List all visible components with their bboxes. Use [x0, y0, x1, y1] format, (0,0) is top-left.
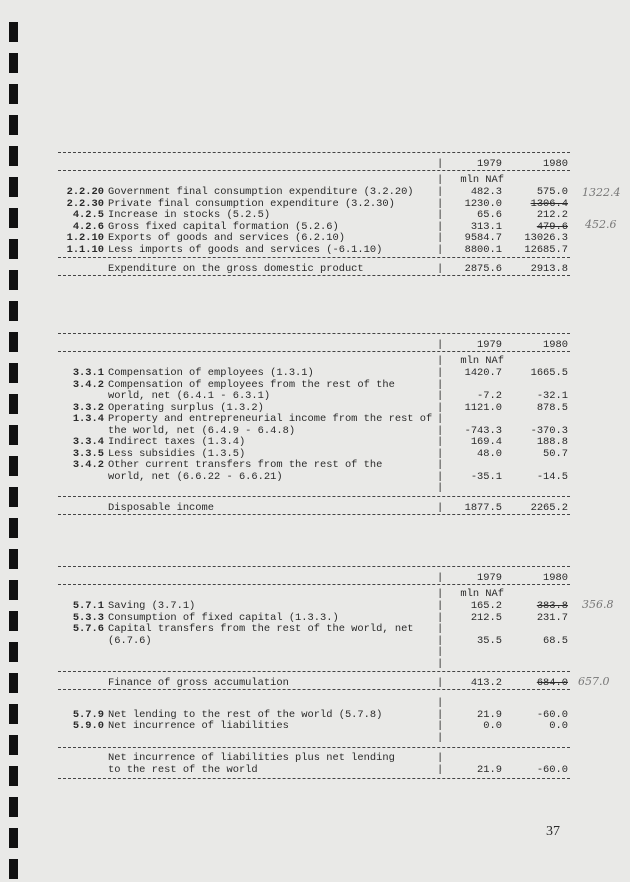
column-separator: |: [437, 731, 444, 744]
binding-hole: [9, 115, 18, 135]
column-separator: |: [437, 232, 444, 244]
table-row-label: Increase in stocks (5.2.5): [108, 209, 271, 221]
dashed-rule: [58, 671, 570, 672]
dashed-rule: [58, 170, 570, 171]
column-separator: |: [437, 158, 444, 170]
table-row-code: 3.3.5: [72, 447, 104, 460]
table-row-value-1979: 21.9: [477, 708, 502, 721]
table-row-value-1979: 65.6: [477, 209, 502, 221]
table-row-value-1980: 68.5: [543, 634, 568, 647]
column-separator: |: [437, 209, 444, 221]
table-row-value-1980: 878.5: [536, 401, 568, 414]
column-separator: |: [437, 720, 444, 732]
column-separator: |: [437, 436, 444, 448]
total-value-1979: 21.9: [477, 764, 502, 776]
header-year-1979: 1979: [477, 339, 502, 351]
table-row-value-1979: 35.5: [477, 634, 502, 647]
table-row-label: the world, net (6.4.9 - 6.4.8): [108, 424, 296, 437]
header-year-1980: 1980: [543, 339, 568, 351]
table-row-value-1980: 50.7: [543, 447, 568, 460]
total-value-1979: 413.2: [470, 677, 502, 689]
table-row-label: Gross fixed capital formation (5.2.6): [108, 220, 339, 233]
table-row-code: 5.3.3: [72, 611, 104, 624]
handwritten-note: 356.8: [582, 598, 614, 611]
dashed-rule: [58, 333, 570, 334]
column-separator: |: [437, 459, 444, 471]
binding-hole: [9, 239, 18, 259]
binding-hole: [9, 518, 18, 538]
total-value-1980: 2265.2: [530, 501, 568, 514]
column-separator: |: [437, 470, 444, 483]
column-separator: |: [437, 186, 444, 198]
column-separator: |: [437, 588, 444, 600]
table-row-value-1979: 1121.0: [464, 401, 502, 414]
column-separator: |: [437, 764, 444, 776]
table-row-label: Less imports of goods and services (-6.1.10): [108, 243, 383, 256]
table-row-value-1980: 188.8: [536, 436, 568, 448]
handwritten-note: 657.0: [578, 675, 610, 688]
column-separator: |: [437, 263, 444, 275]
header-year-1980: 1980: [543, 158, 568, 170]
table-row-code: 5.7.1: [72, 600, 104, 612]
table-row-code: 5.9.0: [72, 720, 104, 732]
binding-hole: [9, 766, 18, 786]
column-separator: |: [437, 424, 444, 437]
handwritten-note: 452.6: [585, 218, 617, 231]
column-separator: |: [437, 220, 444, 233]
binding-hole: [9, 53, 18, 73]
table-row-label: Consumption of fixed capital (1.3.3.): [108, 611, 339, 624]
dashed-rule: [58, 689, 570, 690]
table-row-label: world, net (6.4.1 - 6.3.1): [108, 390, 271, 402]
column-separator: |: [437, 378, 444, 391]
binding-hole: [9, 859, 18, 879]
column-separator: |: [437, 367, 444, 379]
table-row-code: 1.1.10: [66, 243, 104, 256]
column-separator: |: [437, 657, 444, 670]
table-row-value-1980: -60.0: [536, 708, 568, 721]
binding-hole: [9, 735, 18, 755]
table-row-value-1979: 212.5: [470, 611, 502, 624]
table-row-value-1979: 0.0: [483, 720, 502, 732]
column-separator: |: [437, 697, 444, 709]
column-separator: |: [437, 355, 444, 367]
table-row-value-1980: 1665.5: [530, 367, 568, 379]
column-separator: |: [437, 677, 444, 689]
table-row-code: 3.3.1: [72, 367, 104, 379]
binding-hole: [9, 270, 18, 290]
table-row-label: Net lending to the rest of the world (5.7.8): [108, 708, 383, 721]
dashed-rule: [58, 778, 570, 779]
binding-hole: [9, 177, 18, 197]
table-row-value-1979: 165.2: [470, 600, 502, 612]
table-row-value-1980: 13026.3: [524, 232, 568, 244]
column-separator: |: [437, 482, 444, 494]
page-number: 37: [546, 824, 560, 839]
table-row-label: Capital transfers from the rest of the world, net: [108, 623, 414, 635]
column-separator: |: [437, 623, 444, 635]
dashed-rule: [58, 584, 570, 585]
binding-hole: [9, 22, 18, 42]
column-separator: |: [437, 708, 444, 721]
table-row-value-1979: 1230.0: [464, 197, 502, 210]
table-row-value-1980: 575.0: [536, 186, 568, 198]
column-separator: |: [437, 501, 444, 514]
binding-hole: [9, 828, 18, 848]
table-row-value-1979: 482.3: [470, 186, 502, 198]
table-row-code: 4.2.5: [72, 209, 104, 221]
table-row-value-1980: 12685.7: [524, 243, 568, 256]
table-row-code: 2.2.30: [66, 197, 104, 210]
column-separator: |: [437, 600, 444, 612]
table-row-value-1979: 313.1: [470, 220, 502, 233]
binding-hole: [9, 84, 18, 104]
dashed-rule: [58, 496, 570, 497]
table-row-label: Other current transfers from the rest of the: [108, 459, 383, 471]
total-label: to the rest of the world: [108, 764, 258, 776]
binding-hole: [9, 208, 18, 228]
table-row-label: Less subsidies (1.3.5): [108, 447, 246, 460]
table-row-value-1979: 9584.7: [464, 232, 502, 244]
column-separator: |: [437, 243, 444, 256]
unit-label: mln NAf: [460, 588, 504, 600]
binding-hole: [9, 301, 18, 321]
table-row-label: Net incurrence of liabilities: [108, 720, 289, 732]
binding-hole: [9, 642, 18, 662]
column-separator: |: [437, 174, 444, 186]
table-row-code: 5.7.9: [72, 708, 104, 721]
table-row-code: 1.3.4: [72, 413, 104, 425]
column-separator: |: [437, 197, 444, 210]
table-row-label: Indirect taxes (1.3.4): [108, 436, 246, 448]
binding-hole: [9, 425, 18, 445]
binding-hole: [9, 363, 18, 383]
binding-hole: [9, 704, 18, 724]
table-row-label: Exports of goods and services (6.2.10): [108, 232, 345, 244]
column-separator: |: [437, 447, 444, 460]
binding-hole: [9, 580, 18, 600]
binding-hole: [9, 332, 18, 352]
table-row-code: 3.3.2: [72, 401, 104, 414]
table-row-label: Government final consumption expenditure (3.2.20): [108, 186, 414, 198]
table-row-value-1979: -7.2: [477, 390, 502, 402]
table-row-label: Saving (3.7.1): [108, 600, 196, 612]
column-separator: |: [437, 646, 444, 658]
dashed-rule: [58, 257, 570, 258]
table-row-value-1980: 212.2: [536, 209, 568, 221]
binding-hole: [9, 549, 18, 569]
table-row-value-1979: -743.3: [464, 424, 502, 437]
column-separator: |: [437, 634, 444, 647]
column-separator: |: [437, 401, 444, 414]
table-row-label: Operating surplus (1.3.2): [108, 401, 264, 414]
table-row-label: (6.7.6): [108, 634, 152, 647]
handwritten-note: 1322.4: [582, 186, 621, 199]
table-row-label: Compensation of employees (1.3.1): [108, 367, 314, 379]
table-row-value-1980: 383.8: [536, 600, 568, 612]
column-separator: |: [437, 611, 444, 624]
dashed-rule: [58, 747, 570, 748]
table-row-value-1980: 479.6: [536, 220, 568, 233]
header-year-1979: 1979: [477, 158, 502, 170]
table-row-value-1979: 48.0: [477, 447, 502, 460]
header-year-1979: 1979: [477, 572, 502, 584]
table-row-value-1979: 8800.1: [464, 243, 502, 256]
table-row-label: Property and entrepreneurial income from the rest of: [108, 413, 433, 425]
dashed-rule: [58, 275, 570, 276]
table-row-label: Private final consumption expenditure (3.2.30): [108, 197, 395, 210]
header-year-1980: 1980: [543, 572, 568, 584]
dashed-rule: [58, 514, 570, 515]
total-value-1980: 2913.8: [530, 263, 568, 275]
column-separator: |: [437, 339, 444, 351]
table-row-code: 3.3.4: [72, 436, 104, 448]
table-row-label: world, net (6.6.22 - 6.6.21): [108, 470, 283, 483]
table-row-code: 3.4.2: [72, 378, 104, 391]
table-row-code: 1.2.10: [66, 232, 104, 244]
table-row-value-1980: 1306.4: [530, 197, 568, 210]
table-row-value-1979: -35.1: [470, 470, 502, 483]
column-separator: |: [437, 572, 444, 584]
unit-label: mln NAf: [460, 355, 504, 367]
dashed-rule: [58, 351, 570, 352]
table-row-value-1980: -32.1: [536, 390, 568, 402]
table-row-value-1980: 0.0: [549, 720, 568, 732]
total-label: Expenditure on the gross domestic product: [108, 263, 364, 275]
total-label: Disposable income: [108, 501, 215, 514]
table-row-value-1980: -370.3: [530, 424, 568, 437]
binding-hole: [9, 146, 18, 166]
table-row-value-1979: 169.4: [470, 436, 502, 448]
column-separator: |: [437, 752, 444, 764]
table-row-value-1979: 1420.7: [464, 367, 502, 379]
column-separator: |: [437, 413, 444, 425]
total-value-1980: 684.0: [536, 677, 568, 689]
unit-label: mln NAf: [460, 174, 504, 186]
total-value-1979: 1877.5: [464, 501, 502, 514]
table-row-label: Compensation of employees from the rest of the: [108, 378, 395, 391]
dashed-rule: [58, 566, 570, 567]
total-label: Net incurrence of liabilities plus net lending: [108, 752, 395, 764]
total-label: Finance of gross accumulation: [108, 677, 289, 689]
total-value-1980: -60.0: [536, 764, 568, 776]
dashed-rule: [58, 152, 570, 153]
column-separator: |: [437, 390, 444, 402]
table-row-value-1980: 231.7: [536, 611, 568, 624]
total-value-1979: 2875.6: [464, 263, 502, 275]
table-row-code: 5.7.6: [72, 623, 104, 635]
binding-hole: [9, 673, 18, 693]
binding-hole: [9, 394, 18, 414]
binding-hole: [9, 797, 18, 817]
binding-hole: [9, 487, 18, 507]
table-row-code: 3.4.2: [72, 459, 104, 471]
binding-hole: [9, 611, 18, 631]
binding-hole: [9, 456, 18, 476]
table-row-value-1980: -14.5: [536, 470, 568, 483]
table-row-code: 2.2.20: [66, 186, 104, 198]
table-row-code: 4.2.6: [72, 220, 104, 233]
